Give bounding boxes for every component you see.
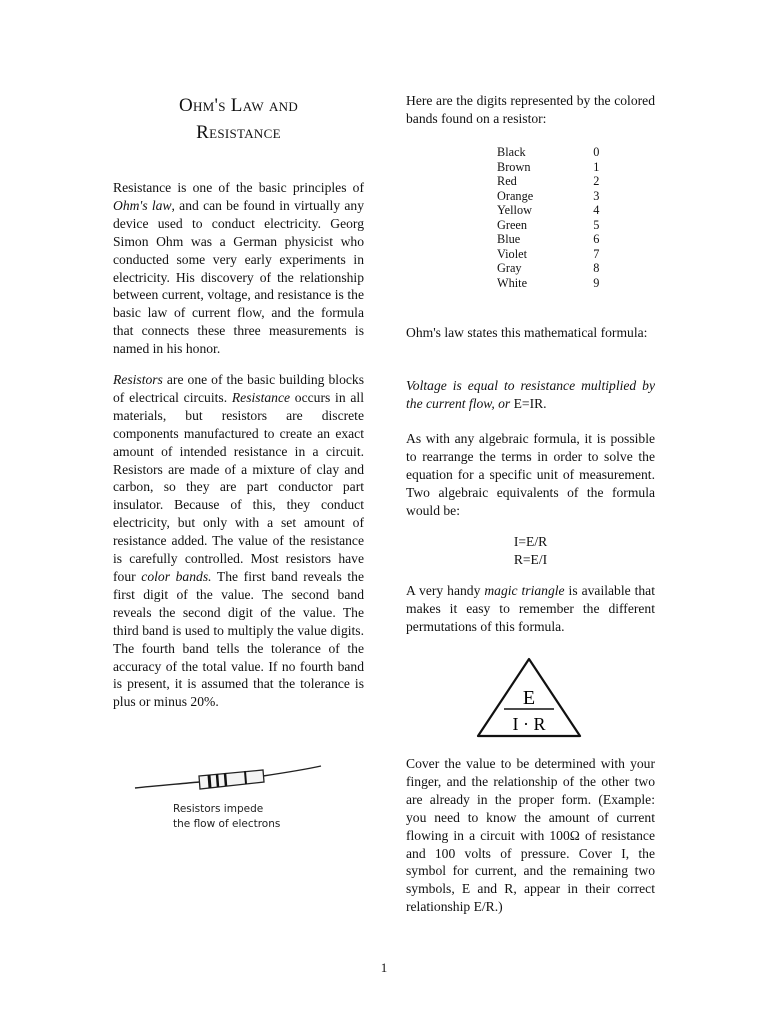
band-digit: 7: [593, 246, 600, 261]
band-digit: 0: [593, 145, 600, 159]
algebra-paragraph: As with any algebraic formula, it is possible to rearrange the terms in order to solve the equation for a specific unit of measurement. Two algebraic equivalents of the formula would be:: [406, 431, 655, 518]
page-number: 1: [380, 960, 388, 975]
band-row: [497, 218, 599, 233]
bands-intro: Here are the digits represented by the colored bands found on a resistor:: [406, 93, 655, 126]
resistors-paragraph: Resistors are one of the basic building blocks of electrical circuits. Resistance occurs in all materials, but resistors are discrete components manufactured to create an exact amount of intended resistance in a circuit. Resistors are made of a mixture of clay and carbon, so they are part conductor part insulator. Because of this, they conduct electricity, but only with a set amount of resistance added. The value of the resistance is carefully controlled. Most resistors have four color bands. The first band reveals the first digit of the value. The second band reveals the second digit of the value. The third band is used to multiply the value digits. The fourth band tells the tolerance of the accuracy of the total value. If no fourth band is present, it is assumed that the tolerance is plus or minus 20%.: [113, 372, 365, 710]
cover-paragraph: Cover the value to be determined with your finger, and the relationship of the other two are already in the proper form. (Example: you need to know the amount of current flowing in a circuit with 100Ω of resistance and 100 volts of pressure. Cover I, the symbol for current, and the remaining two symbols, E and R, appear in their correct relationship E/R.): [406, 756, 655, 915]
band-color: Gray: [497, 261, 522, 275]
triangle-e: E: [522, 687, 536, 709]
band-row: [497, 145, 599, 160]
band-digit: 2: [593, 174, 600, 188]
triangle-ir: I · R: [512, 714, 546, 734]
band-row: [497, 174, 599, 189]
page-title: [113, 92, 364, 146]
resistor-caption: Resistors impede the flow of electrons: [173, 803, 281, 830]
band-color: Green: [497, 217, 528, 232]
band-color: Brown: [497, 159, 531, 174]
band-color: Blue: [497, 232, 521, 246]
law-intro: Ohm's law states this mathematical formula:: [406, 325, 648, 340]
band-digit: 3: [593, 188, 600, 203]
band-digit: 4: [593, 203, 600, 217]
magic-triangle: [474, 656, 584, 740]
formula-current: I=E/R: [513, 534, 548, 549]
band-color: Red: [497, 174, 517, 188]
band-color: Orange: [497, 188, 534, 203]
resistor-illustration: [133, 762, 323, 798]
title-line-1: Ohm's Law and: [178, 95, 299, 116]
color-band-table: [497, 145, 599, 290]
band-color: White: [497, 275, 528, 290]
formula-resistance: R=E/I: [513, 552, 548, 567]
band-color: Violet: [497, 246, 527, 261]
band-row: [497, 232, 599, 247]
title-line-2: Resistance: [196, 122, 281, 143]
band-digit: 8: [593, 261, 600, 275]
band-digit: 1: [593, 159, 600, 174]
triangle-intro: A very handy magic triangle is available that makes it easy to remember the different permutations of this formula.: [406, 583, 655, 634]
band-digit: 6: [593, 232, 600, 246]
intro-paragraph: Resistance is one of the basic principles of Ohm's law, and can be found in virtually any device used to conduct electricity. Georg Simon Ohm was a German physicist who conducted some very early experiments in electricity. His discovery of the relationship between current, voltage, and resistance is the basic law of current flow, and the formula that connects these three measurements is named in his honor.: [113, 180, 365, 357]
band-row: [497, 261, 599, 276]
band-digit: 9: [593, 275, 600, 290]
band-color: Yellow: [497, 203, 532, 217]
band-row: [497, 247, 599, 262]
law-statement: Voltage is equal to resistance multiplied by the current flow, or E=IR.: [406, 378, 655, 411]
band-row: [497, 160, 599, 175]
band-row: [497, 189, 599, 204]
band-color: Black: [497, 145, 526, 159]
band-row: [497, 276, 599, 291]
band-digit: 5: [593, 217, 600, 232]
band-row: [497, 203, 599, 218]
